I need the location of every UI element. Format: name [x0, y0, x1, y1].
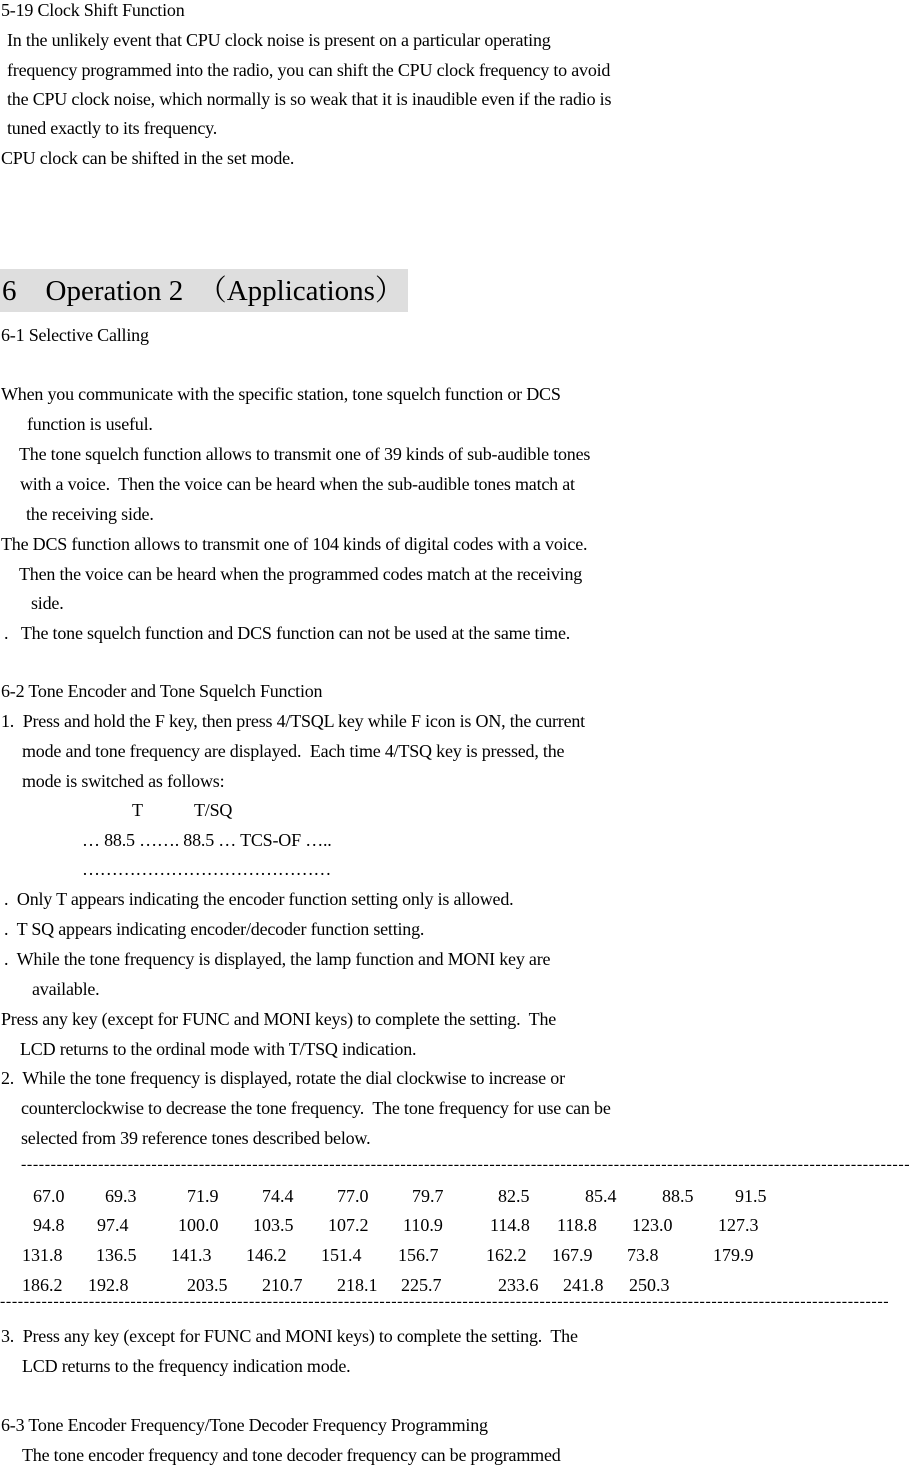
- tone-value: 141.3: [171, 1245, 212, 1265]
- section-6-2-title: 6-2 Tone Encoder and Tone Squelch Function: [1, 681, 323, 701]
- paragraph-line: CPU clock can be shifted in the set mode.: [1, 148, 295, 168]
- tone-value: 107.2: [328, 1215, 369, 1235]
- tone-value: 162.2: [486, 1245, 527, 1265]
- paragraph-line: The tone squelch function allows to transmit one of 39 kinds of sub-audible tones: [19, 444, 591, 464]
- mode-label-t: T: [132, 800, 143, 820]
- table-bottom-rule: ------------------------------------------------------------------------------------------------------------------------------------------------------: [0, 1293, 890, 1310]
- tone-value: 110.9: [403, 1215, 443, 1235]
- tone-value: 179.9: [713, 1245, 754, 1265]
- paragraph-line: In the unlikely event that CPU clock noise is present on a particular operating: [7, 30, 551, 50]
- tone-value: 203.5: [187, 1275, 228, 1295]
- tone-value: 67.0: [33, 1186, 65, 1206]
- tone-value: 192.8: [88, 1275, 129, 1295]
- tone-value: 156.7: [398, 1245, 439, 1265]
- paragraph-line: The tone encoder frequency and tone decoder frequency can be programmed: [22, 1445, 561, 1465]
- press-line: LCD returns to the ordinal mode with T/TSQ indication.: [20, 1039, 417, 1059]
- tone-value: 73.8: [627, 1245, 659, 1265]
- paragraph-line: Then the voice can be heard when the programmed codes match at the receiving: [19, 564, 583, 584]
- tone-value: 88.5: [662, 1186, 694, 1206]
- tone-value: 97.4: [97, 1215, 129, 1235]
- tone-value: 91.5: [735, 1186, 767, 1206]
- paragraph-line: the receiving side.: [26, 504, 154, 524]
- section-6-1-title: 6-1 Selective Calling: [1, 325, 149, 345]
- step-2-line: 2. While the tone frequency is displayed, rotate the dial clockwise to increase or: [1, 1068, 565, 1088]
- tone-value: 100.0: [178, 1215, 219, 1235]
- mode-label-tsq: T/SQ: [194, 800, 233, 820]
- tone-value: 146.2: [246, 1245, 287, 1265]
- tone-value: 241.8: [563, 1275, 604, 1295]
- tone-value: 79.7: [412, 1186, 444, 1206]
- tone-value: 77.0: [337, 1186, 369, 1206]
- mode-cycle-dots: ……………………………………: [82, 859, 332, 879]
- tone-value: 131.8: [22, 1245, 63, 1265]
- section-5-19-title: 5-19 Clock Shift Function: [1, 0, 185, 20]
- paragraph-line: tuned exactly to its frequency.: [7, 118, 218, 138]
- paragraph-line: with a voice. Then the voice can be heard when the sub-audible tones match at: [20, 474, 575, 494]
- note-line: . T SQ appears indicating encoder/decoder function setting.: [4, 919, 425, 939]
- chapter-6-heading: 6 Operation 2 （Applications）: [2, 275, 404, 307]
- tone-value: 218.1: [337, 1275, 378, 1295]
- tone-value: 167.9: [552, 1245, 593, 1265]
- paragraph-line: side.: [31, 593, 64, 613]
- tone-value: 71.9: [187, 1186, 219, 1206]
- paragraph-line: function is useful.: [27, 414, 153, 434]
- table-top-rule: ------------------------------------------------------------------------------------------------------------------------------------------------------: [21, 1156, 910, 1173]
- tone-value: 94.8: [33, 1215, 65, 1235]
- tone-value: 69.3: [105, 1186, 137, 1206]
- step-1-line: mode and tone frequency are displayed. Each time 4/TSQ key is pressed, the: [22, 741, 565, 761]
- mode-cycle-row: … 88.5 ……. 88.5 … TCS-OF …..: [82, 830, 332, 850]
- tone-value: 114.8: [490, 1215, 530, 1235]
- note-line: . While the tone frequency is displayed, the lamp function and MONI key are: [4, 949, 551, 969]
- tone-value: 127.3: [718, 1215, 759, 1235]
- tone-value: 233.6: [498, 1275, 539, 1295]
- tone-value: 225.7: [401, 1275, 442, 1295]
- tone-value: 123.0: [632, 1215, 673, 1235]
- tone-value: 210.7: [262, 1275, 303, 1295]
- tone-value: 250.3: [629, 1275, 670, 1295]
- tone-value: 186.2: [22, 1275, 63, 1295]
- paragraph-line: When you communicate with the specific station, tone squelch function or DCS: [1, 384, 561, 404]
- paragraph-line: the CPU clock noise, which normally is so weak that it is inaudible even if the radio is: [7, 89, 612, 109]
- paragraph-line: frequency programmed into the radio, you can shift the CPU clock frequency to avoid: [7, 60, 611, 80]
- tone-value: 82.5: [498, 1186, 530, 1206]
- step-2-line: counterclockwise to decrease the tone frequency. The tone frequency for use can be: [21, 1098, 611, 1118]
- step-3-line: 3. Press any key (except for FUNC and MONI keys) to complete the setting. The: [1, 1326, 578, 1346]
- step-1-line: 1. Press and hold the F key, then press 4/TSQL key while F icon is ON, the current: [1, 711, 585, 731]
- tone-value: 85.4: [585, 1186, 617, 1206]
- paragraph-line: . The tone squelch function and DCS function can not be used at the same time.: [4, 623, 571, 643]
- tone-value: 74.4: [262, 1186, 294, 1206]
- tone-value: 151.4: [321, 1245, 362, 1265]
- tone-value: 103.5: [253, 1215, 294, 1235]
- step-1-line: mode is switched as follows:: [22, 771, 225, 791]
- note-line: available.: [32, 979, 100, 999]
- note-line: . Only T appears indicating the encoder function setting only is allowed.: [4, 889, 514, 909]
- step-2-line: selected from 39 reference tones described below.: [21, 1128, 371, 1148]
- tone-value: 118.8: [557, 1215, 597, 1235]
- section-6-3-title: 6-3 Tone Encoder Frequency/Tone Decoder Frequency Programming: [1, 1415, 488, 1435]
- tone-value: 136.5: [96, 1245, 137, 1265]
- paragraph-line: The DCS function allows to transmit one of 104 kinds of digital codes with a voice.: [1, 534, 588, 554]
- press-line: Press any key (except for FUNC and MONI keys) to complete the setting. The: [1, 1009, 557, 1029]
- step-3-line: LCD returns to the frequency indication mode.: [22, 1356, 351, 1376]
